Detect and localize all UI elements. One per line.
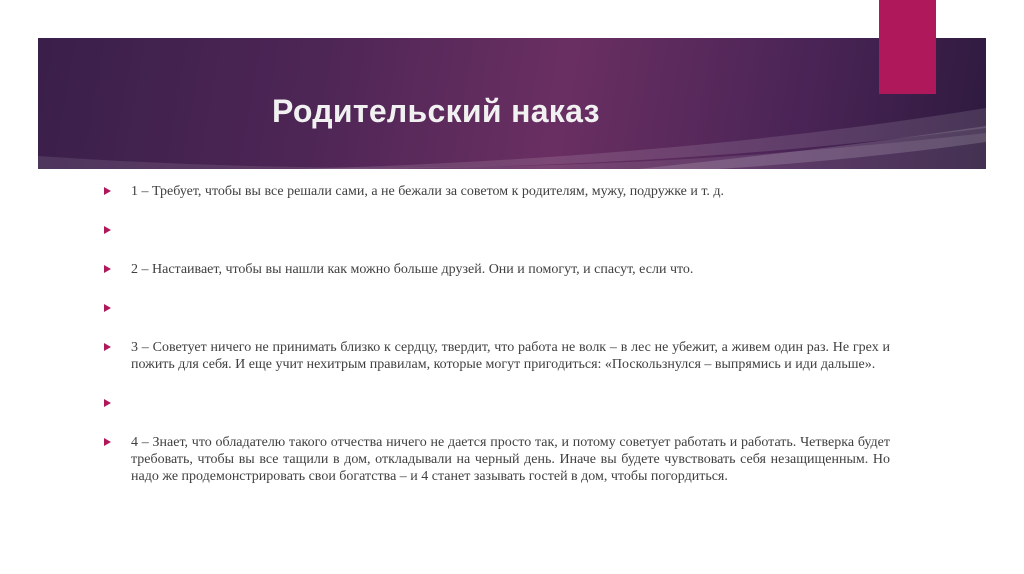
- accent-tab: [879, 0, 936, 94]
- bullet-item-empty-2: [104, 300, 890, 317]
- triangle-bullet-icon: [104, 399, 111, 407]
- triangle-bullet-icon: [104, 304, 111, 312]
- bullet-item-2: [104, 261, 890, 278]
- bullet-item-empty-1: [104, 222, 890, 239]
- slide-title: Родительский наказ: [272, 93, 600, 129]
- bullet-item-4: [104, 434, 890, 485]
- bullet-item-1: [104, 183, 890, 200]
- triangle-bullet-icon: [104, 343, 111, 351]
- bullet-text: 4 – Знает, что обладателю такого отчества ничего не дается просто так, и потому советует работать и работать. Четверка будет требовать, чтобы вы все тащили в дом, откладывали на черный день. Иначе вы будете чувствовать себя незащищенным. Но надо же продемонстрировать свои богатства – и 4 станет зазывать гостей в дом, чтобы погордиться.: [131, 435, 890, 484]
- triangle-bullet-icon: [104, 226, 111, 234]
- bullet-text: [131, 395, 890, 412]
- triangle-bullet-icon: [104, 265, 111, 273]
- bullet-text: [131, 222, 890, 239]
- bullet-list: [104, 183, 890, 485]
- triangle-bullet-icon: [104, 187, 111, 195]
- bullet-item-3: [104, 339, 890, 373]
- bullet-text: [131, 300, 890, 317]
- triangle-bullet-icon: [104, 438, 111, 446]
- bullet-item-empty-3: [104, 395, 890, 412]
- bullet-text: 3 – Советует ничего не принимать близко к сердцу, твердит, что работа не волк – в лес не убежит, а живем один раз. Не грех и пожить для себя. И еще учит нехитрым правилам, которые могут пригодиться: «Поскользнулся – выпрямись и иди дальше».: [131, 340, 890, 372]
- bullet-text: 2 – Настаивает, чтобы вы нашли как можно больше друзей. Они и помогут, и спасут, если что.: [131, 262, 694, 277]
- bullet-text: 1 – Требует, чтобы вы все решали сами, а не бежали за советом к родителям, мужу, подружке и т. д.: [131, 184, 725, 199]
